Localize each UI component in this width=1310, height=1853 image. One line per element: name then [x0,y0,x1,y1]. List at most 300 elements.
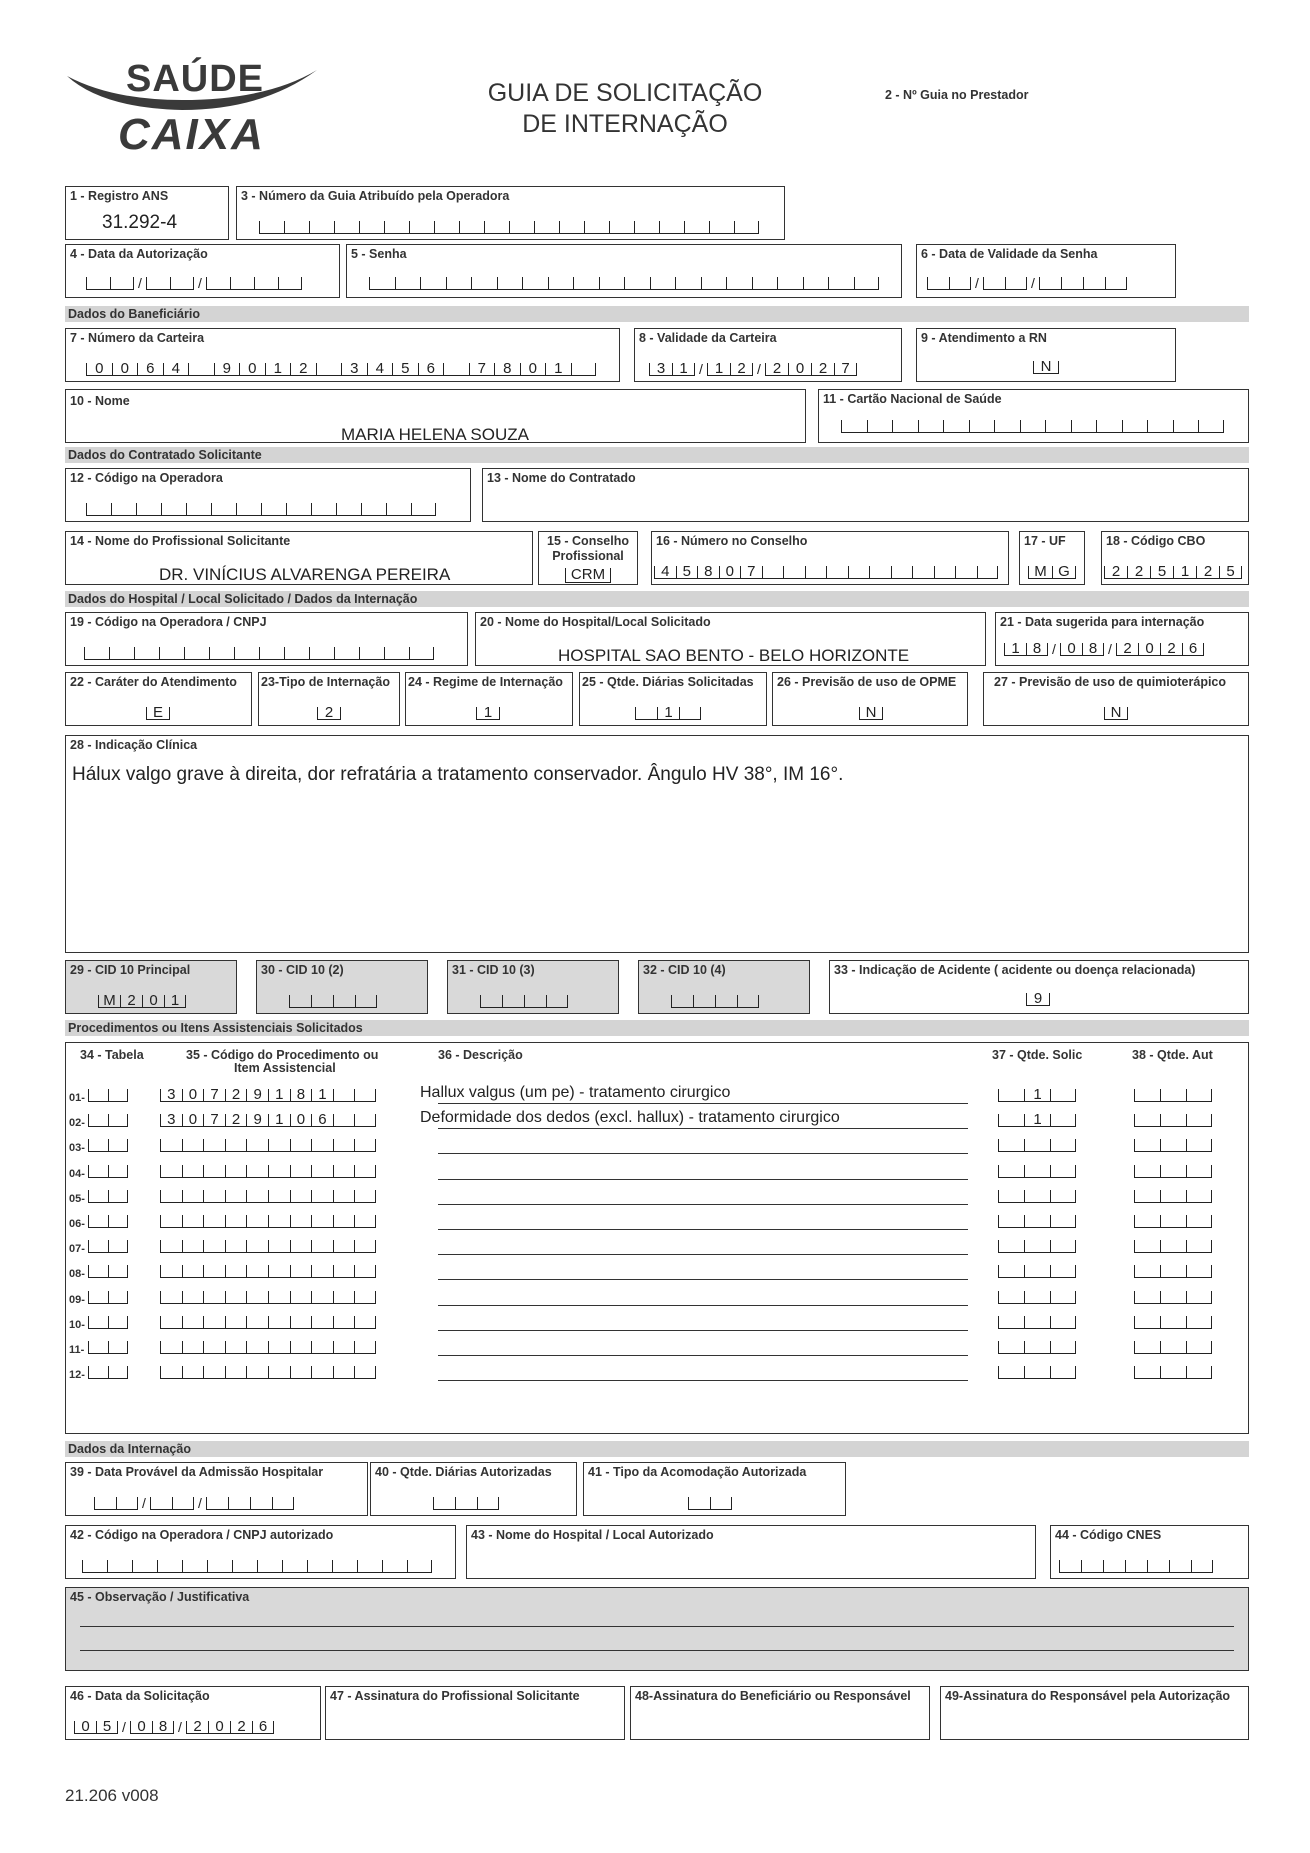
comb-cell [1050,1291,1076,1304]
comb-cell [109,647,134,660]
comb-cell [203,1341,225,1354]
date-month [707,360,753,377]
label: 49-Assinatura do Responsável pela Autorização [945,1689,1231,1703]
comb-cell [709,221,734,234]
label: 39 - Data Provável da Admissão Hospitalar [70,1465,324,1479]
comb-cell: 3 [160,1114,182,1127]
cartao-nacional-comb[interactable] [841,420,1224,433]
field-tipo-internacao [258,672,400,726]
comb-cell [359,647,384,660]
comb-cell: G [1052,566,1076,579]
comb-cell [160,1139,182,1152]
data-validade-senha-comb[interactable] [927,277,1127,290]
cid-4-comb[interactable] [671,995,759,1008]
comb-cell [333,1341,355,1354]
logo [62,58,322,158]
nome-value[interactable]: MARIA HELENA SOUZA [341,425,529,444]
comb-cell [225,1341,247,1354]
comb-cell [1134,1089,1160,1102]
comb-cell [108,1291,128,1304]
nome-profissional-value[interactable]: DR. VINÍCIUS ALVARENGA PEREIRA [159,565,451,584]
comb-cell [841,420,867,433]
comb-cell [650,277,676,290]
comb-cell [159,647,184,660]
codigo-comb[interactable] [160,1240,376,1253]
comb-cell: 9 [214,363,240,376]
codigo-comb[interactable] [160,1165,376,1178]
carater-comb[interactable] [146,704,170,721]
numero-carteira-comb[interactable] [86,360,596,377]
procedure-row [66,1289,1246,1309]
qtde-aut-comb[interactable] [1134,1316,1212,1329]
codigo-comb[interactable] [160,1291,376,1304]
comb-cell: 2 [290,363,316,376]
comb-cell [268,1215,290,1228]
comb-cell: 7 [203,1089,225,1102]
comb-cell [88,1265,108,1278]
comb-cell [443,363,469,376]
senha-comb[interactable] [369,277,879,290]
comb-cell [225,1139,247,1152]
comb-cell [111,503,136,516]
codigo-comb[interactable] [160,1366,376,1379]
label: 26 - Previsão de uso de OPME [777,675,957,689]
date-day [649,360,695,377]
descricao-line[interactable] [438,1254,968,1255]
comb-cell [88,1291,108,1304]
comb-cell [710,1497,732,1510]
comb-cell [246,1366,268,1379]
comb-cell [228,1497,250,1510]
comb-cell [307,1560,332,1573]
comb-cell [998,1114,1024,1127]
comb-cell [88,1089,108,1102]
comb-cell: 3 [649,363,672,376]
label: 24 - Regime de Internação [408,675,563,689]
comb-cell [230,277,254,290]
qtde-aut-comb[interactable] [1134,1114,1212,1127]
date-year [1116,640,1204,657]
codigo-comb[interactable] [160,1265,376,1278]
comb-cell [1160,1240,1186,1253]
comb-cell [734,221,759,234]
comb-cell [1122,420,1148,433]
comb-cell [949,277,971,290]
qtde-solic-comb[interactable] [998,1111,1076,1129]
field-cid-3 [447,960,619,1014]
comb-cell [1050,1114,1076,1127]
comb-cell: 2 [230,1721,252,1734]
comb-cell [584,221,609,234]
comb-cell [1134,1114,1160,1127]
field-codigo-operadora [65,468,471,522]
nome-hospital-value[interactable]: HOSPITAL SAO BENTO - BELO HORIZONTE [558,646,910,665]
cid-2-comb[interactable] [289,995,377,1008]
previsao-opme-comb[interactable] [859,704,883,721]
comb-cell [311,1341,333,1354]
procedure-row [66,1137,1246,1157]
header-codigo-2: Item Assistencial [234,1061,336,1075]
descricao-line[interactable] [438,1179,968,1180]
comb-cell [206,1497,228,1510]
qtde-aut-comb[interactable] [1134,1215,1212,1228]
previsao-quimio-comb[interactable] [1104,704,1128,721]
qtde-solic-comb[interactable] [998,1265,1076,1278]
comb-cell [170,277,194,290]
codigo-comb[interactable] [160,1341,376,1354]
tabela-comb[interactable] [88,1291,128,1304]
comb-cell [1186,1316,1212,1329]
comb-cell [1134,1139,1160,1152]
comb-cell: 4 [367,363,393,376]
comb-cell: 2 [730,363,753,376]
label: 46 - Data da Solicitação [70,1689,210,1703]
comb-cell [203,1165,225,1178]
descricao-value: Deformidade dos dedos (excl. hallux) - tratamento cirurgico [420,1109,840,1127]
comb-cell [354,1114,376,1127]
qtde-aut-comb[interactable] [1134,1190,1212,1203]
comb-cell [290,1240,312,1253]
comb-cell: 2 [1196,566,1219,579]
comb-cell [998,1265,1024,1278]
comb-cell [573,277,599,290]
comb-cell [998,1341,1024,1354]
label: 5 - Senha [351,247,407,261]
codigo-cnpj-comb[interactable] [84,647,434,660]
comb-cell [333,1291,355,1304]
descricao-line[interactable] [438,1279,968,1280]
comb-cell [203,1215,225,1228]
comb-cell [84,647,109,660]
comb-cell [182,1341,204,1354]
tabela-comb[interactable] [88,1190,128,1203]
qtde-aut-comb[interactable] [1134,1341,1212,1354]
comb-cell [1071,420,1097,433]
qtde-aut-comb[interactable] [1134,1139,1212,1152]
comb-cell [1160,1291,1186,1304]
tabela-comb[interactable] [88,1139,128,1152]
field-registro-ans [65,186,229,240]
descricao-line[interactable] [438,1330,968,1331]
date-month [146,277,194,290]
qtde-solic-comb[interactable] [998,1341,1076,1354]
qtde-aut-comb[interactable] [1134,1366,1212,1379]
label: 27 - Previsão de uso de quimioterápico [994,675,1227,689]
comb-cell [599,277,625,290]
comb-cell [290,1316,312,1329]
tabela-comb[interactable] [88,1215,128,1228]
descricao-line[interactable] [438,1380,968,1381]
comb-cell [246,1240,268,1253]
comb-cell [715,995,737,1008]
comb-cell [1020,420,1046,433]
comb-cell [203,1366,225,1379]
field-numero-guia-operadora [236,186,785,240]
tipo-acomodacao-comb[interactable] [688,1497,732,1510]
qtde-aut-comb[interactable] [1134,1291,1212,1304]
qtde-solic-comb[interactable] [998,1086,1076,1103]
qtde-diarias-autorizadas-comb[interactable] [433,1497,499,1510]
tabela-comb[interactable] [88,1341,128,1354]
registro-ans-value[interactable]: 31.292-4 [102,212,178,233]
comb-cell [316,363,342,376]
comb-cell: 2 [1127,566,1150,579]
field-nome-hospital-solicitado [475,612,986,666]
codigo-comb[interactable] [160,1139,376,1152]
comb-cell [134,647,159,660]
comb-cell: 0 [86,363,112,376]
field-data-sugerida-internacao [995,612,1249,666]
comb-cell [1061,277,1083,290]
comb-cell: 7 [203,1114,225,1127]
comb-cell [497,277,523,290]
comb-cell [88,1114,108,1127]
qtde-solic-comb[interactable] [998,1165,1076,1178]
label: 30 - CID 10 (2) [261,963,344,977]
numero-conselho-comb[interactable] [654,563,998,580]
comb-cell [1186,1165,1212,1178]
comb-cell [548,277,574,290]
comb-cell [132,1560,157,1573]
observacao-line-2[interactable] [80,1650,1234,1651]
comb-cell [411,503,436,516]
qtde-diarias-comb[interactable] [635,704,701,721]
tipo-internacao-comb[interactable] [317,704,341,721]
tabela-comb[interactable] [88,1114,128,1127]
tabela-comb[interactable] [88,1165,128,1178]
label: 19 - Código na Operadora / CNPJ [70,615,267,629]
conselho-value-box[interactable] [565,568,611,583]
cid-3-comb[interactable] [480,995,568,1008]
comb-cell: 7 [469,363,495,376]
data-admissao-comb[interactable] [94,1497,294,1510]
comb-cell [160,1291,182,1304]
comb-cell [805,566,827,579]
comb-cell [1081,1560,1103,1573]
field-nome-hospital-autorizado [466,1525,1036,1579]
comb-cell [333,1265,355,1278]
date-day [1004,640,1048,657]
cid-principal-comb[interactable] [98,992,186,1009]
comb-cell: N [859,707,883,720]
comb-cell [110,277,134,290]
field-atendimento-rn [916,328,1176,382]
comb-cell [1050,1139,1076,1152]
qtde-aut-comb[interactable] [1134,1240,1212,1253]
descricao-line[interactable] [438,1204,968,1205]
label: 33 - Indicação de Acidente ( acidente ou doença relacionada) [834,963,1196,977]
date-month [1060,640,1104,657]
codigo-comb[interactable] [160,1316,376,1329]
comb-cell [354,1139,376,1152]
comb-cell [290,1139,312,1152]
comb-cell [88,1190,108,1203]
comb-cell [108,1265,128,1278]
comb-cell [1083,277,1105,290]
comb-cell [160,1341,182,1354]
label: 22 - Caráter do Atendimento [70,675,237,689]
date-year [206,277,302,290]
comb-cell [225,1291,247,1304]
comb-cell [188,363,214,376]
comb-cell [477,1497,499,1510]
comb-cell [332,1560,357,1573]
field-nome [65,389,806,443]
comb-cell [354,1089,376,1102]
field-validade-carteira [634,328,902,382]
field-observacao [65,1587,1249,1671]
qtde-solic-comb[interactable] [998,1316,1076,1329]
comb-cell [160,1240,182,1253]
comb-cell [108,1366,128,1379]
comb-cell [311,995,333,1008]
comb-cell [1059,1560,1081,1573]
comb-cell [912,566,934,579]
descricao-line[interactable] [438,1153,968,1154]
comb-cell [1024,1366,1050,1379]
data-sugerida-comb[interactable] [1004,640,1204,657]
numero-guia-comb[interactable] [259,221,759,234]
observacao-line-1[interactable] [80,1626,1234,1627]
date-year [206,1497,294,1510]
codigo-cbo-comb[interactable] [1104,563,1242,580]
qtde-aut-comb[interactable] [1134,1265,1212,1278]
data-solicitacao-comb[interactable] [74,1718,274,1735]
comb-cell [1134,1341,1160,1354]
comb-cell [261,503,286,516]
comb-cell: 9 [246,1114,268,1127]
codigo-cnes-comb[interactable] [1059,1560,1213,1573]
comb-cell [290,1341,312,1354]
comb-cell [969,420,995,433]
field-indicacao-acidente [829,960,1249,1014]
comb-cell [246,1291,268,1304]
comb-cell [433,1497,455,1510]
codigo-comb[interactable] [160,1086,376,1103]
codigo-comb[interactable] [160,1215,376,1228]
comb-cell [1186,1114,1212,1127]
label: 43 - Nome do Hospital / Local Autorizado [471,1528,714,1542]
comb-cell [854,277,880,290]
comb-cell [395,277,421,290]
comb-cell [1186,1190,1212,1203]
qtde-aut-comb[interactable] [1134,1165,1212,1178]
comb-cell [225,1165,247,1178]
comb-cell [998,1165,1024,1178]
label: 45 - Observação / Justificativa [70,1590,250,1604]
comb-cell [1186,1366,1212,1379]
comb-cell: 1 [1173,566,1196,579]
date-day [94,1497,138,1510]
comb-cell [311,1265,333,1278]
field-codigo-cnes [1050,1525,1249,1579]
comb-cell: 0 [788,363,811,376]
descricao-line[interactable] [438,1229,968,1230]
comb-cell [184,647,209,660]
comb-cell [225,1316,247,1329]
comb-cell [116,1497,138,1510]
tabela-comb[interactable] [88,1089,128,1102]
qtde-solic-comb[interactable] [998,1291,1076,1304]
comb-cell [108,1089,128,1102]
qtde-aut-comb[interactable] [1134,1089,1212,1102]
codigo-comb[interactable] [160,1190,376,1203]
regime-internacao-comb[interactable] [476,704,500,721]
qtde-solic-comb[interactable] [998,1366,1076,1379]
comb-cell [762,566,784,579]
page-title [440,78,810,140]
comb-cell [1160,1316,1186,1329]
comb-cell: 8 [697,566,719,579]
header-descricao: 36 - Descrição [438,1048,523,1062]
comb-cell [384,647,409,660]
comb-cell [1024,1215,1050,1228]
field-uf [1019,531,1085,585]
codigo-comb[interactable] [160,1111,376,1129]
comb-cell [333,1316,355,1329]
comb-cell [1134,1190,1160,1203]
field-codigo-cnpj [65,612,468,666]
comb-cell: 8 [1026,643,1048,656]
descricao-line[interactable] [438,1305,968,1306]
comb-cell [88,1215,108,1228]
comb-cell: 5 [1219,566,1242,579]
uf-comb[interactable] [1028,563,1076,580]
comb-cell [609,221,634,234]
descricao-line[interactable] [438,1103,968,1104]
atendimento-rn-comb[interactable] [1033,358,1059,375]
comb-cell [354,1341,376,1354]
comb-cell: 0 [112,363,138,376]
comb-cell: 6 [311,1114,333,1127]
comb-cell [268,1316,290,1329]
descricao-line[interactable] [438,1128,968,1129]
qtde-solic-comb[interactable] [998,1215,1076,1228]
cnpj-autorizado-comb[interactable] [82,1560,432,1573]
tabela-comb[interactable] [88,1316,128,1329]
tabela-comb[interactable] [88,1240,128,1253]
comb-cell [107,1560,132,1573]
codigo-operadora-comb[interactable] [86,503,436,516]
field-nome-contratado [482,468,1249,522]
indicacao-clinica-value[interactable]: Hálux valgo grave à direita, dor refratária a tratamento conservador. Ângulo HV 38°, IM 16°. [72,764,844,785]
comb-cell: 1 [265,363,291,376]
comb-cell [1134,1240,1160,1253]
comb-cell [284,647,309,660]
comb-cell: 6 [418,363,444,376]
field-carater-atendimento [65,672,252,726]
section-internacao: Dados da Internação [65,1441,1249,1457]
comb-cell [867,420,893,433]
tabela-comb[interactable] [88,1265,128,1278]
comb-cell [272,1497,294,1510]
descricao-line[interactable] [438,1355,968,1356]
qtde-solic-comb[interactable] [998,1190,1076,1203]
field-cid-4 [638,960,810,1014]
qtde-solic-comb[interactable] [998,1240,1076,1253]
indicacao-acidente-comb[interactable] [1026,990,1050,1007]
comb-cell [998,1366,1024,1379]
comb-cell [108,1139,128,1152]
validade-carteira-comb[interactable] [649,360,857,377]
tabela-comb[interactable] [88,1366,128,1379]
qtde-solic-comb[interactable] [998,1139,1076,1152]
logo-text-top: SAÚDE [126,58,265,100]
procedure-row [66,1109,1246,1132]
comb-cell [136,503,161,516]
data-autorizacao-comb[interactable] [86,277,302,290]
comb-cell [160,1366,182,1379]
